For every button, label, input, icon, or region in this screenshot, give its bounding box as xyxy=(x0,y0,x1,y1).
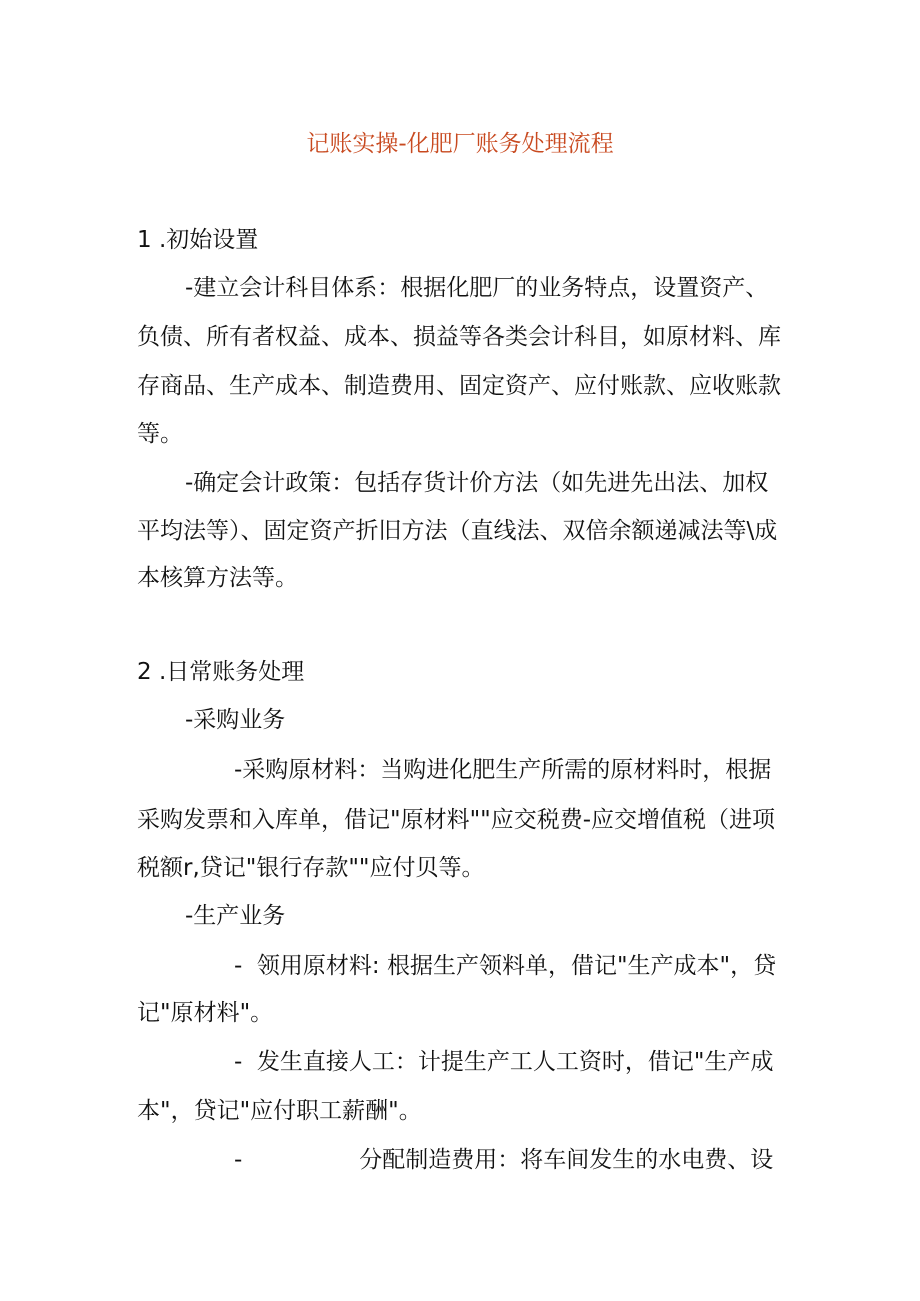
section-heading: 1 .初始设置 xyxy=(137,227,259,253)
paragraph-line: 本"，贷记"应付职工薪酬"。 xyxy=(137,1098,422,1124)
paragraph-line: 平均法等）、固定资产折旧方法（直线法、双倍余额递减法等\成 xyxy=(137,518,778,544)
subsection-label: -生产业务 xyxy=(185,903,286,929)
paragraph-line: 负债、所有者权益、成本、损益等各类会计科目，如原材料、库 xyxy=(137,324,781,350)
paragraph-line: 等。 xyxy=(137,421,183,447)
paragraph-line: 存商品、生产成本、制造费用、固定资产、应付账款、应收账款 xyxy=(137,373,781,399)
paragraph-line: -建立会计科目体系：根据化肥厂的业务特点，设置资产、 xyxy=(185,275,769,301)
section-heading: 2 .日常账务处理 xyxy=(137,659,305,685)
paragraph-line: - 发生直接人工：计提生产工人工资时，借记"生产成 xyxy=(234,1049,774,1075)
paragraph-line: -采购原材料：当购进化肥生产所需的原材料时，根据 xyxy=(234,757,772,783)
paragraph-line: - 领用原材料: 根据生产领料单，借记"生产成本"，贷 xyxy=(234,953,777,979)
paragraph-line: 采购发票和入库单，借记"原材料""应交税费-应交增值税（进项 xyxy=(137,807,776,833)
paragraph-line: - 分配制造费用：将车间发生的水电费、设 xyxy=(234,1147,774,1173)
document-title: 记账实操-化肥厂账务处理流程 xyxy=(306,131,614,157)
paragraph-line: -确定会计政策：包括存货计价方法（如先进先出法、加权 xyxy=(185,470,769,496)
paragraph-line: 税额r,贷记"银行存款""应付贝等。 xyxy=(137,855,485,881)
subsection-label: -采购业务 xyxy=(185,707,286,733)
paragraph-line: 本核算方法等。 xyxy=(137,565,298,591)
paragraph-line: 记"原材料"。 xyxy=(137,1000,274,1026)
